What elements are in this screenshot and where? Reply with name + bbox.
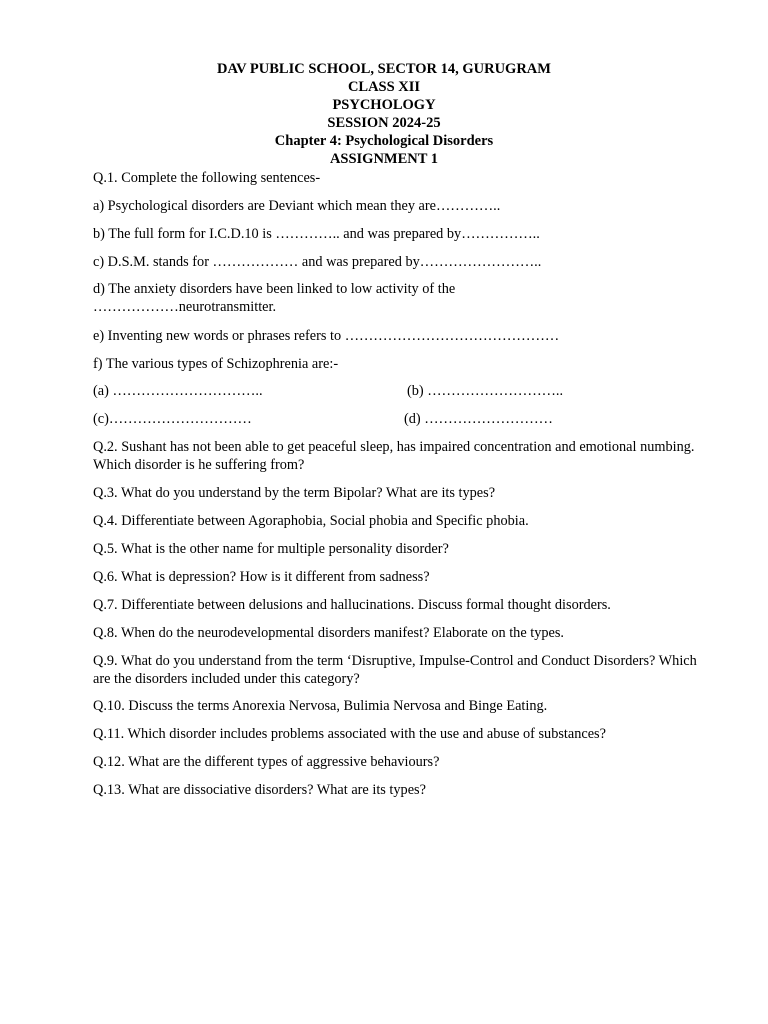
class-label: CLASS XII — [347, 79, 421, 95]
q1-item-d-line1: d) The anxiety disorders have been linked to low activity of the — [93, 281, 456, 297]
q1-item-d-line2: ………………neurotransmitter. — [93, 299, 277, 315]
question-item: Q.2. Sushant has not been able to get peaceful sleep, has impaired concentration and emotional numbing. Which disorder is he suffering from? — [93, 439, 695, 473]
q1-item-c: c) D.S.M. stands for ……………… and was prepared by…………………….. — [93, 254, 542, 270]
session-label: SESSION 2024-25 — [327, 115, 441, 131]
question-item: Q.13. What are dissociative disorders? What are its types? — [93, 782, 426, 798]
question-item: Q.4. Differentiate between Agoraphobia, Social phobia and Specific phobia. — [93, 513, 529, 529]
schizophrenia-blank-d: (d) ……………………… — [404, 411, 553, 427]
question-item: Q.12. What are the different types of aggressive behaviours? — [93, 754, 440, 770]
question-item: Q.9. What do you understand from the term ‘Disruptive, Impulse-Control and Conduct Disorders? Which are the disorders included under this category? — [93, 653, 697, 687]
question-item: Q.6. What is depression? How is it different from sadness? — [93, 569, 430, 585]
q1-item-f: f) The various types of Schizophrenia are:- — [93, 356, 339, 372]
q1-item-e: e) Inventing new words or phrases refers to ……………………………………… — [93, 328, 560, 344]
q1-item-a: a) Psychological disorders are Deviant which mean they are………….. — [93, 198, 501, 214]
question-item: Q.5. What is the other name for multiple personality disorder? — [93, 541, 449, 557]
q1-item-b: b) The full form for I.C.D.10 is ………….. and was prepared by…………….. — [93, 226, 540, 242]
q1-title: Q.1. Complete the following sentences- — [93, 170, 321, 186]
school-name: DAV PUBLIC SCHOOL, SECTOR 14, GURUGRAM — [217, 61, 551, 77]
document-header — [0, 60, 768, 168]
schizophrenia-blank-b: (b) ……………………….. — [407, 383, 564, 399]
question-item: Q.10. Discuss the terms Anorexia Nervosa, Bulimia Nervosa and Binge Eating. — [93, 698, 548, 714]
chapter-title: Chapter 4: Psychological Disorders — [274, 133, 494, 149]
question-item: Q.11. Which disorder includes problems associated with the use and abuse of substances? — [93, 726, 606, 742]
question-item: Q.7. Differentiate between delusions and hallucinations. Discuss formal thought disorders. — [93, 597, 611, 613]
schizophrenia-blank-c: (c)………………………… — [93, 411, 252, 427]
question-item: Q.3. What do you understand by the term Bipolar? What are its types? — [93, 485, 496, 501]
assignment-title: ASSIGNMENT 1 — [329, 151, 439, 167]
question-item: Q.8. When do the neurodevelopmental disorders manifest? Elaborate on the types. — [93, 625, 564, 641]
subject-label: PSYCHOLOGY — [332, 97, 436, 113]
schizophrenia-blank-a: (a) ………………………….. — [93, 383, 263, 399]
